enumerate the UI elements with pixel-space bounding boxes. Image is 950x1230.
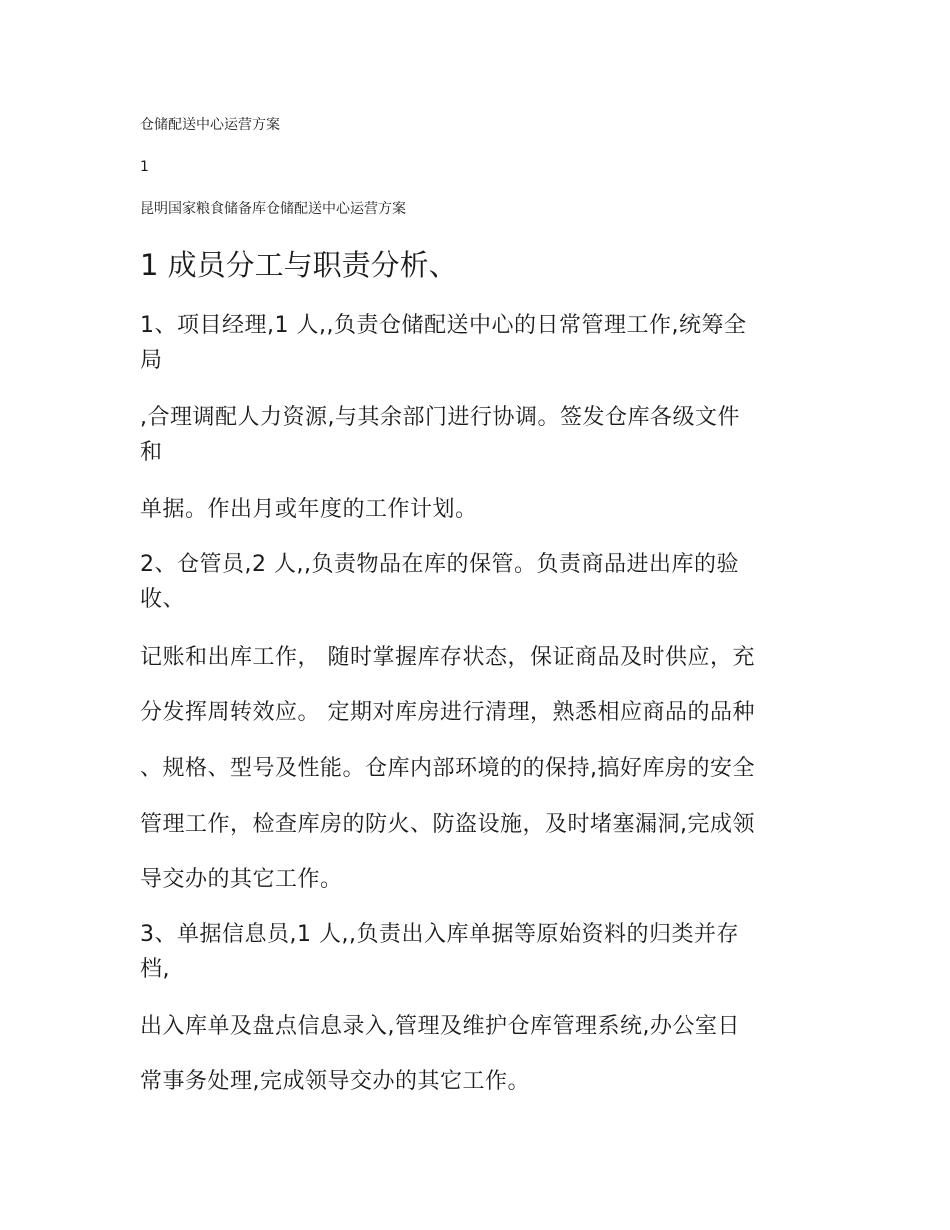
body-line: 、规格、型号及性能。仓库内部环境的的保持,搞好库房的安全 <box>140 756 755 781</box>
body-line: 收、 <box>140 587 186 612</box>
body-line: 常事务处理,完成领导交办的其它工作。 <box>140 1069 530 1094</box>
page-number: 1 <box>140 159 149 175</box>
body-line: 局 <box>140 348 163 373</box>
body-line: ,合理调配人力资源,与其余部门进行协调。签发仓库各级文件 <box>140 405 740 430</box>
section-heading: 1 成员分工与职责分析、 <box>140 248 458 282</box>
body-line: 分发挥周转效应。 定期对库房进行清理，熟悉相应商品的品种 <box>140 700 755 725</box>
body-line: 2、仓管员,2 人,,负责物品在库的保管。负责商品进出库的验 <box>140 552 739 577</box>
body-line: 导交办的其它工作。 <box>140 867 343 892</box>
body-line: 管理工作，检查库房的防火、防盗设施，及时堵塞漏洞,完成领 <box>140 812 755 837</box>
body-line: 1、项目经理,1 人,,负责仓储配送中心的日常管理工作,统筹全 <box>140 313 747 338</box>
document-subtitle: 昆明国家粮食储备库仓储配送中心运营方案 <box>140 201 406 217</box>
body-line: 档, <box>140 957 170 982</box>
header-title: 仓储配送中心运营方案 <box>140 117 280 133</box>
body-line: 记账和出库工作， 随时掌握库存状态，保证商品及时供应，充 <box>140 645 755 670</box>
body-line: 3、单据信息员,1 人,,负责出入库单据等原始资料的归类并存 <box>140 922 739 947</box>
body-line: 和 <box>140 440 163 465</box>
body-line: 出入库单及盘点信息录入,管理及维护仓库管理系统,办公室日 <box>140 1014 740 1039</box>
body-line: 单据。作出月或年度的工作计划。 <box>140 497 478 522</box>
